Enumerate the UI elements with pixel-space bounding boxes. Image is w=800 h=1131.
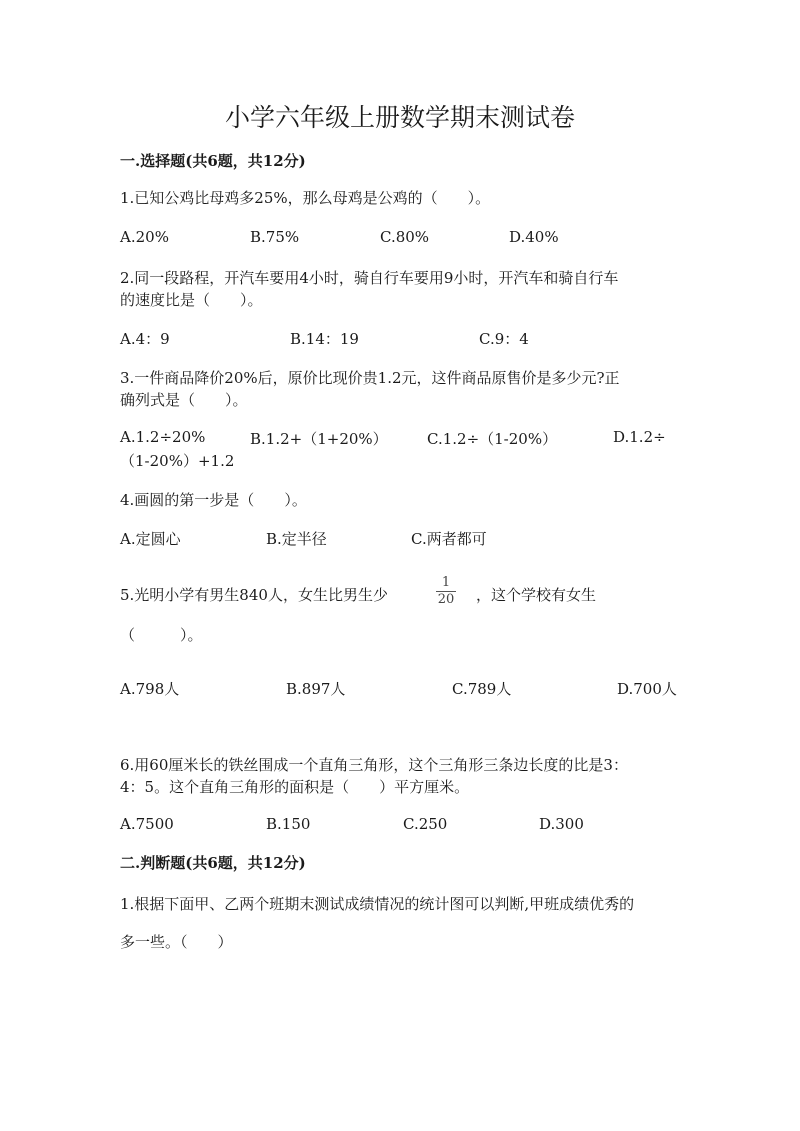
question-3-line-1: 3.一件商品降价20%后，原价比现价贵1.2元，这件商品原售价是多少元?正 — [120, 369, 620, 387]
judgement-question-1-line-1: 1.根据下面甲、乙两个班期末测试成绩情况的统计图可以判断,甲班成绩优秀的 — [120, 895, 635, 913]
q1-option-b: B.75% — [250, 228, 300, 246]
q5-option-d: D.700人 — [617, 680, 677, 698]
fraction-one-twentieth — [434, 576, 458, 607]
question-3-line-2: 确列式是（ ）。 — [120, 391, 248, 409]
q3-option-c: C.1.2÷（1-20%） — [427, 430, 558, 448]
q2-option-c: C.9：4 — [479, 330, 529, 348]
q6-option-d: D.300 — [539, 815, 584, 833]
question-1: 1.已知公鸡比母鸡多25%，那么母鸡是公鸡的（ ）。 — [120, 189, 491, 207]
fraction-numerator: 1 — [441, 575, 451, 590]
judgement-question-1-line-2: 多一些。（ ） — [120, 933, 233, 951]
q5-option-b: B.897人 — [286, 680, 346, 698]
section-heading-choice: 一.选择题(共6题，共12分) — [120, 152, 306, 170]
q1-option-d: D.40% — [509, 228, 559, 246]
q1-option-a: A.20% — [120, 228, 169, 246]
q6-option-a: A.7500 — [120, 815, 174, 833]
question-5-line-2: （ ）。 — [120, 626, 203, 644]
q3-option-b: B.1.2+（1+20%） — [250, 430, 388, 448]
q5-option-a: A.798人 — [120, 680, 180, 698]
question-4: 4.画圆的第一步是（ ）。 — [120, 491, 307, 509]
q3-option-d-continuation: （1-20%）+1.2 — [120, 452, 235, 470]
question-6-line-2: 4：5。这个直角三角形的面积是（ ）平方厘米。 — [120, 778, 470, 796]
question-5-text-after: ，这个学校有女生 — [476, 586, 597, 604]
q2-option-a: A.4：9 — [120, 330, 170, 348]
question-2-line-1: 2.同一段路程，开汽车要用4小时，骑自行车要用9小时，开汽车和骑自行车 — [120, 269, 619, 287]
q4-option-c: C.两者都可 — [411, 530, 487, 548]
q2-option-b: B.14：19 — [290, 330, 359, 348]
question-2-line-2: 的速度比是（ ）。 — [120, 291, 263, 309]
section-heading-judgement: 二.判断题(共6题，共12分) — [120, 854, 306, 872]
q3-option-d: D.1.2÷ — [613, 428, 666, 446]
q4-option-a: A.定圆心 — [120, 530, 181, 548]
page-title: 小学六年级上册数学期末测试卷 — [224, 103, 575, 132]
fraction-denominator: 20 — [437, 592, 455, 607]
question-6-line-1: 6.用60厘米长的铁丝围成一个直角三角形，这个三角形三条边长度的比是3： — [120, 756, 628, 774]
question-5-text-before: 5.光明小学有男生840人，女生比男生少 — [120, 586, 388, 604]
q6-option-c: C.250 — [403, 815, 448, 833]
q5-option-c: C.789人 — [452, 680, 512, 698]
q3-option-a: A.1.2÷20% — [120, 428, 206, 446]
q1-option-c: C.80% — [380, 228, 430, 246]
q6-option-b: B.150 — [266, 815, 311, 833]
q4-option-b: B.定半径 — [266, 530, 327, 548]
